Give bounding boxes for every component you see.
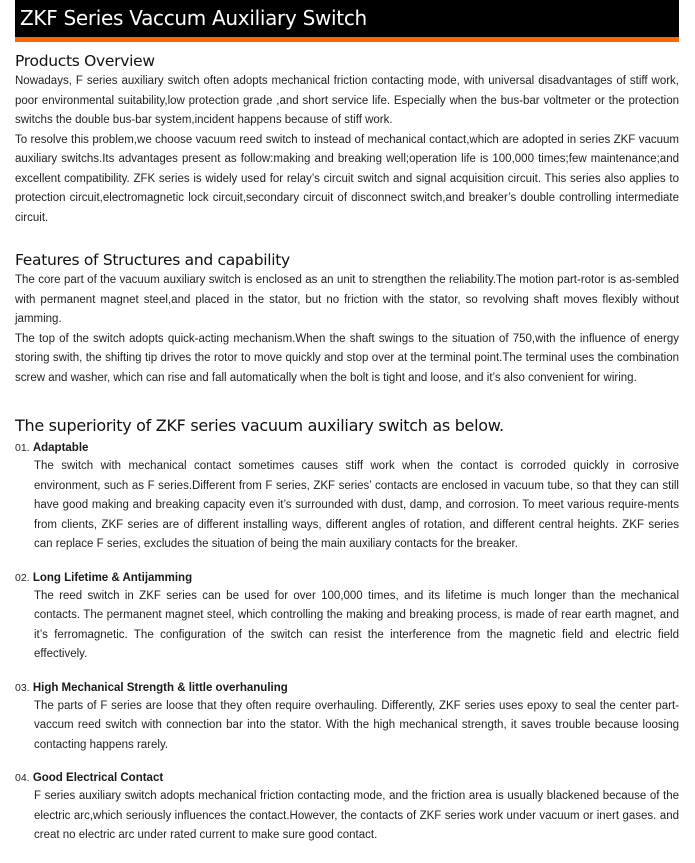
features-paragraph-2: The top of the switch adopts quick-acting mechanism.When the shaft swings to the situation of 750,with the influence of energy storing swith, the shifting tip drives the rotor to move quickly and stop over at the terminal point.The terminal uses the combination screw and washer, which can rise and fall automatically when the bolt is tight and loose, and it’s also convenient for wiring. [15, 332, 679, 384]
title-banner [15, 0, 679, 37]
item-header [15, 769, 679, 787]
item-body: F series auxiliary switch adopts mechanical friction contacting mode, and the friction area is usually blackened because of the electric arc,which seriously influences the contact.However, the contacts of ZKF series work under vacuum or inert gases. and creat no electric arc under rated current to make sure good contact. [34, 790, 679, 841]
item-title: High Mechanical Strength & little overhanuling [32, 681, 288, 694]
superiority-item-mechanical-strength [15, 679, 679, 756]
superiority-heading: The superiority of ZKF series vacuum auxiliary switch as below. [15, 416, 504, 435]
item-title: Long Lifetime & Antijamming [32, 571, 193, 584]
title-accent-bar [15, 37, 679, 42]
superiority-section [15, 416, 679, 846]
item-number: 03. [15, 681, 30, 694]
features-paragraph-1: The core part of the vacuum auxiliary switch is enclosed as an unit to strengthen the reliability.The motion part-rotor is as-sembled with permanent magnet steel,and placed in the stator, but no friction with the stator, so revolving shaft moves flexibly without jamming. [15, 274, 679, 325]
item-body: The parts of F series are loose that they often require overhauling. Differently, ZKF series uses epoxy to seal the center part-vaccum reed switch with connection bar into the stator. With the high mechanical strength, it saves trouble because loosing contacting happens rarely. [34, 699, 679, 751]
features-section [15, 251, 679, 388]
item-body: The reed switch in ZKF series can be used for over 100,000 times, and its lifetime is much longer than the mechanical contacts. The permanent magnet steel, which controlling the making and breaking process, is made of rear earth magnet, and it’s ferromagnetic. The configuration of the switch can resist the interference from the magnetic field and electric field effectively. [34, 589, 679, 660]
item-header [15, 569, 679, 587]
features-heading: Features of Structures and capability [15, 251, 290, 269]
products-overview-paragraph-1: Nowadays, F series auxiliary switch often adopts mechanical friction contacting mode, with universal disadvantages of stiff work, poor environmental suitability,low protection grade ,and short service life. Especially when the bus-bar voltmeter or the protection switchs the double bus-bar system,incident happens because of stiff work. [15, 75, 679, 126]
item-title: Good Electrical Contact [32, 772, 164, 784]
products-overview-heading: Products Overview [15, 52, 155, 70]
item-header [15, 439, 679, 457]
products-overview-section [15, 52, 679, 228]
item-title: Adaptable [32, 442, 89, 454]
page-title: ZKF Series Vaccum Auxiliary Switch [20, 6, 367, 30]
superiority-item-long-lifetime [15, 569, 679, 665]
document-body [15, 52, 679, 860]
products-overview-paragraph-2: To resolve this problem,we choose vacuum reed switch to instead of mechanical contact,which are adopted in series ZKF vacuum auxiliary switchs.Its advantages present as follow:making and breaking well;operation life is 100,000 times;few maintenance;and excellent compatibility. ZFK series is widely used for relay’s circuit switch and signal acquisition circuit. This series also applies to protection circuit,electromagnetic lock circuit,secondary circuit of disconnect switch,and breaker’s double controlling intermediate circuit. [15, 133, 679, 224]
item-number: 01. [15, 442, 30, 454]
item-number: 04. [15, 772, 30, 784]
item-number: 02. [15, 571, 30, 584]
superiority-item-adaptable [15, 439, 679, 555]
superiority-item-electrical-contact [15, 769, 679, 846]
item-header [15, 679, 679, 697]
item-body: The switch with mechanical contact sometimes causes stiff work when the contact is corroded quickly in corrosive environment, such as F series.Different from F series, ZKF series’ contacts are enclosed in vacuum tube, so that they can still have good making and breaking capacity even it’s surrounded with dust, damp, and corrosion. To meet various require-ments from clients, ZKF series are of different installing ways, different angles of rotation, and different central heights. ZKF series can replace F series, excludes the situation of being the main auxiliary contacts for the breaker. [34, 460, 679, 550]
